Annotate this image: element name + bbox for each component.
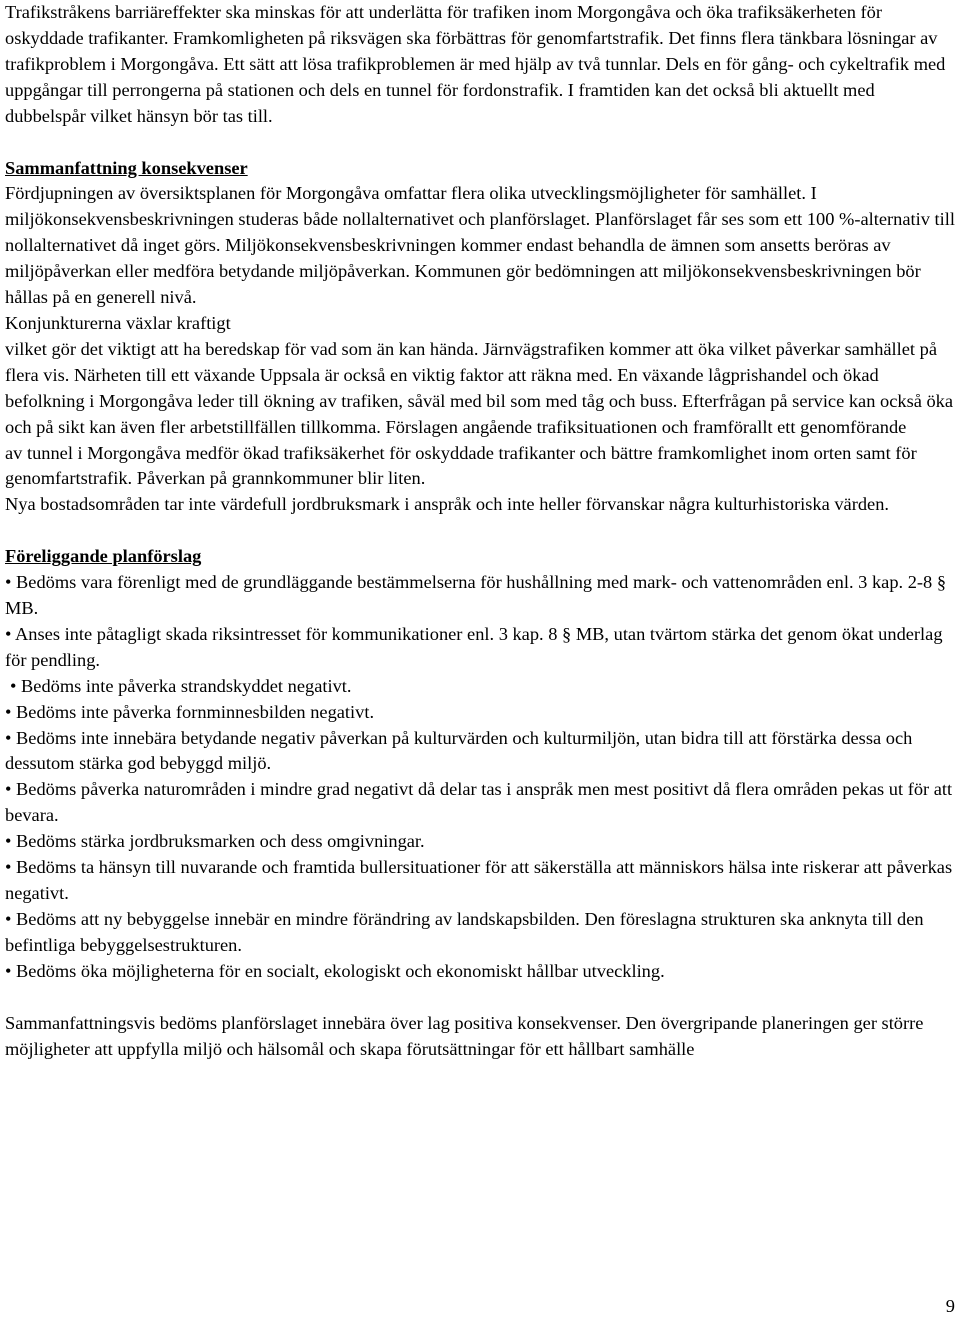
proposal-heading: Föreliggande planförslag	[5, 546, 202, 567]
summary-paragraph-1: Fördjupningen av översiktsplanen för Morgongåva omfattar flera olika utvecklingsmöjligheter för samhället. I miljökonsekvensbeskrivningen studeras både nollalternativet och planförslaget. Planförslaget får ses som ett 100 %-alternativ till nollalternativet då inget görs. Miljökonsekvensbeskrivningen kommer endast behandla de ämnen som ansetts beröras av miljöpåverkan eller medföra betydande miljöpåverkan. Kommunen gör bedömningen att miljökonsekvensbeskrivningen bör hållas på en generell nivå.	[5, 183, 955, 308]
intro-paragraph: Trafikstråkens barriäreffekter ska minskas för att underlätta för trafiken inom Morgongåva och öka trafiksäkerheten för oskyddade trafikanter. Framkomligheten på riksvägen ska förbättras för genomfartstrafik. Det finns flera tänkbara lösningar av trafikproblem i Morgongåva. Ett sätt att lösa trafikproblemen är med hjälp av två tunnlar. Dels en för gång- och cykeltrafik med uppgångar till perrongerna på stationen och dels en tunnel för fordonstrafik. I framtiden kan det också bli aktuellt med dubbelspår vilket hänsyn bör tas till.	[5, 2, 946, 126]
proposal-bullet: • Bedöms inte påverka strandskyddet negativt.	[10, 675, 352, 696]
summary-paragraph-4: av tunnel i Morgongåva medför ökad trafiksäkerhet för oskyddade trafikanter och bättre framkomlighet inom orten samt för genomfartstrafik. Påverkan på grannkommuner blir liten.	[5, 442, 917, 489]
proposal-bullet: • Bedöms inte påverka fornminnesbilden negativt.	[5, 701, 375, 722]
summary-paragraph-2: Konjunkturerna växlar kraftigt	[5, 312, 231, 333]
spacer	[5, 518, 955, 544]
proposal-bullet: • Anses inte påtagligt skada riksintresset för kommunikationer enl. 3 kap. 8 § MB, utan tvärtom stärka det genom ökat underlag för pendling.	[5, 623, 943, 670]
proposal-bullet: • Bedöms ta hänsyn till nuvarande och framtida bullersituationer för att säkerställa att människors hälsa inte riskerar att påverkas negativt.	[5, 857, 953, 903]
proposal-bullet: • Bedöms öka möjligheterna för en socialt, ekologiskt och ekonomiskt hållbar utveckling.	[5, 960, 665, 981]
proposal-bullet: • Bedöms vara förenligt med de grundläggande bestämmelserna för hushållning med mark- och vattenområden enl. 3 kap. 2-8 § MB.	[5, 572, 947, 619]
summary-heading: Sammanfattning konsekvenser	[5, 157, 248, 178]
summary-paragraph-5: Nya bostadsområden tar inte värdefull jordbruksmark i anspråk och inte heller förvanskar några kulturhistoriska värden.	[5, 494, 889, 515]
spacer	[5, 130, 955, 156]
page-number: 9	[945, 1296, 955, 1316]
proposal-bullet: • Bedöms påverka naturområden i mindre grad negativt då delar tas i anspråk men mest positivt då flera områden pekas ut för att bevara.	[5, 779, 953, 826]
conclusion-paragraph: Sammanfattningsvis bedöms planförslaget innebära över lag positiva konsekvenser. Den övergripande planeringen ger större möjligheter att uppfylla miljö och hälsomål och skapa förutsättningar för ett hållbart samhälle	[5, 1012, 924, 1059]
proposal-bullet: • Bedöms att ny bebyggelse innebär en mindre förändring av landskapsbilden. Den föreslagna strukturen ska anknyta till den befintliga bebyggelsestrukturen.	[5, 908, 924, 955]
document-page	[5, 0, 955, 1062]
summary-paragraph-3: vilket gör det viktigt att ha beredskap för vad som än kan hända. Järnvägstrafiken kommer att öka vilket påverkar samhället på flera vis. Närheten till ett växande Uppsala är också en viktig faktor att räkna med. En växande lågprishandel och ökad befolkning i Morgongåva leder till ökning av trafiken, såväl med bil som med tåg och buss. Efterfrågan på service kan också öka och på sikt kan även fler arbetstillfällen tillkomma. Förslagen angående trafiksituationen och framförallt ett genomförande	[5, 338, 954, 437]
spacer	[5, 985, 955, 1011]
proposal-bullet: • Bedöms stärka jordbruksmarken och dess omgivningar.	[5, 831, 425, 852]
proposal-bullet: • Bedöms inte innebära betydande negativ påverkan på kulturvärden och kulturmiljön, utan bidra till att förstärka dessa och dessutom stärka god bebyggd miljö.	[5, 727, 913, 774]
